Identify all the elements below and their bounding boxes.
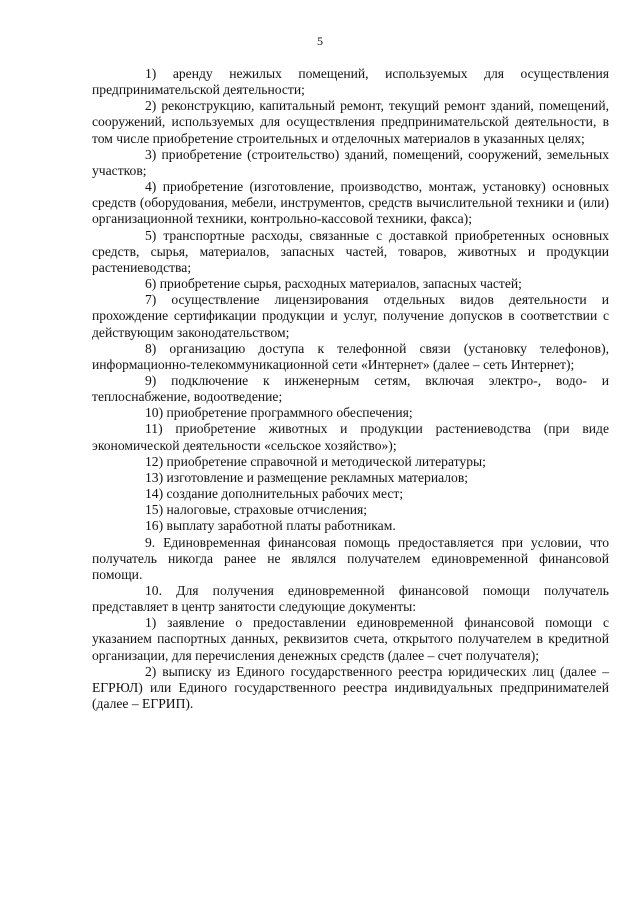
document-item-application: 1) заявление о предоставлении единовременной финансовой помощи с указанием паспортных данных, реквизитов счета, открытого получателем в кредитной организации, для перечисления денежных средств (далее – счет получателя); <box>92 615 609 663</box>
list-item-animals: 11) приобретение животных и продукции растениеводства (при виде экономической деятельности «сельское хозяйство»); <box>92 421 609 453</box>
list-item-raw-materials: 6) приобретение сырья, расходных материалов, запасных частей; <box>145 276 522 292</box>
document-item-extract: 2) выписку из Единого государственного реестра юридических лиц (далее – ЕГРЮЛ) или Единого государственного реестра индивидуальных предпринимателей (далее – ЕГРИП). <box>92 663 609 712</box>
list-item-transport: 5) транспортные расходы, связанные с доставкой приобретенных основных средств, сырья, материалов, запасных частей, товаров, животных и продукции растениеводства; <box>92 227 609 275</box>
document-body <box>92 66 609 712</box>
list-item-repair: 2) реконструкцию, капитальный ремонт, текущий ремонт зданий, помещений, сооружений, используемых для осуществления предпринимательской деятельности, в том числе приобретение строительных и отделочных материалов в указанных целях; <box>92 98 609 146</box>
list-item-utilities: 9) подключение к инженерным сетям, включая электро-, водо- и теплоснабжение, водоотведение; <box>92 372 609 405</box>
list-item-fixed-assets: 4) приобретение (изготовление, производство, монтаж, установку) основных средств (оборудования, мебели, инструментов, средств вычислительной техники и (или) организационной техники, контрольно-кассовой техники, факса); <box>92 179 609 227</box>
list-item-salary: 16) выплату заработной платы работникам. <box>145 518 396 534</box>
page-number: 5 <box>317 34 323 48</box>
list-item-rent: 1) аренду нежилых помещений, используемых для осуществления предпринимательской деятельности; <box>92 66 609 98</box>
list-item-buildings: 3) приобретение (строительство) зданий, помещений, сооружений, земельных участков; <box>92 146 609 178</box>
list-item-telephony: 8) организацию доступа к телефонной связи (установку телефонов), информационно-телекоммуникационной сети «Интернет» (далее – сеть Интернет); <box>92 340 609 372</box>
list-item-taxes: 15) налоговые, страховые отчисления; <box>145 502 368 518</box>
list-item-literature: 12) приобретение справочной и методической литературы; <box>145 453 486 469</box>
list-item-licensing: 7) осуществление лицензирования отдельных видов деятельности и прохождение сертификации продукции и услуг, получение допусков в соответствии с действующим законодательством; <box>92 292 609 340</box>
list-item-advertising: 13) изготовление и размещение рекламных материалов; <box>145 469 469 485</box>
list-item-software: 10) приобретение программного обеспечения; <box>145 405 413 421</box>
list-item-jobs: 14) создание дополнительных рабочих мест; <box>145 486 404 502</box>
clause-10: 10. Для получения единовременной финансовой помощи получатель представляет в центр занятости следующие документы: <box>92 583 609 615</box>
clause-9: 9. Единовременная финансовая помощь предоставляется при условии, что получатель никогда ранее не являлся получателем единовременной финансовой помощи. <box>92 534 609 582</box>
